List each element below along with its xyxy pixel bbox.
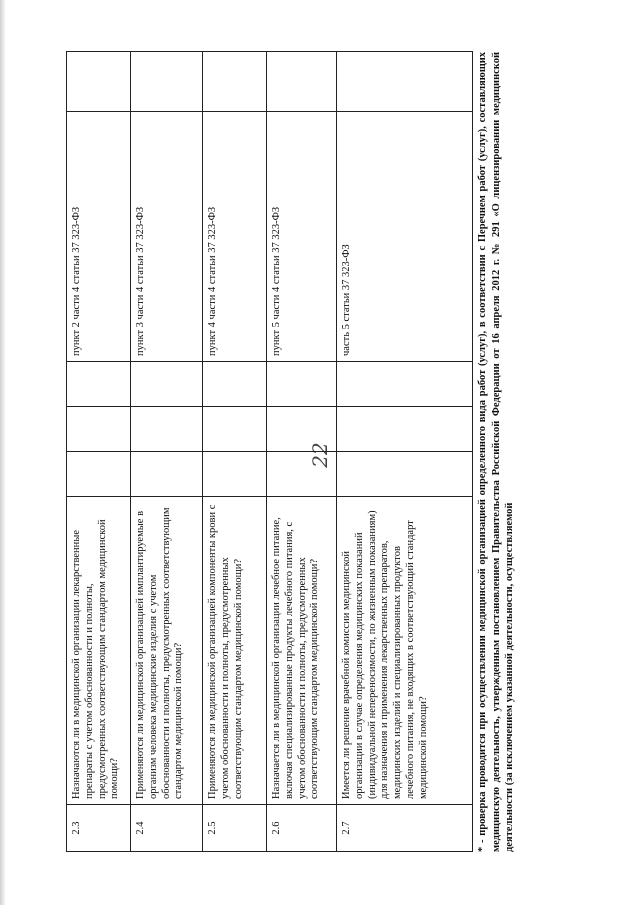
answer-yes-cell	[67, 452, 131, 497]
note-cell	[337, 52, 473, 112]
answer-no-cell	[203, 407, 267, 452]
row-number: 2.3	[67, 805, 131, 852]
answer-yes-cell	[267, 452, 337, 497]
row-reference: пункт 5 части 4 статьи 37 323-ФЗ	[267, 112, 337, 362]
checklist-table	[66, 51, 473, 852]
answer-no-cell	[267, 407, 337, 452]
row-reference: часть 5 статьи 37 323-ФЗ	[337, 112, 473, 362]
row-reference: пункт 4 части 4 статьи 37 323-ФЗ	[203, 112, 267, 362]
answer-yes-cell	[131, 452, 203, 497]
answer-no-cell	[337, 407, 473, 452]
answer-na-cell	[337, 362, 473, 407]
table-row	[203, 52, 267, 852]
row-number: 2.7	[337, 805, 473, 852]
answer-no-cell	[131, 407, 203, 452]
answer-na-cell	[203, 362, 267, 407]
row-reference: пункт 2 части 4 статьи 37 323-ФЗ	[67, 112, 131, 362]
note-cell	[267, 52, 337, 112]
row-question: Назначаются ли в медицинской организации лекарственные препараты с учетом обоснованности и полноты, предусмотренных соответствующим стандартом медицинской помощи?	[67, 497, 131, 805]
table-row	[131, 52, 203, 852]
note-cell	[203, 52, 267, 112]
note-cell	[131, 52, 203, 112]
row-question: Применяются ли медицинской организацией компоненты крови с учетом обоснованности и полноты, предусмотренных соответствующим стандартом медицинской помощи?	[203, 497, 267, 805]
scan-edge	[0, 0, 6, 905]
answer-na-cell	[131, 362, 203, 407]
note-cell	[67, 52, 131, 112]
row-question: Назначается ли в медицинской организации лечебное питание, включая специализированные продукты лечебного питания, с учетом обоснованности и полноты, предусмотренных соответствующим стандартом медицинской помощи?	[267, 497, 337, 805]
table-row	[267, 52, 337, 852]
row-reference: пункт 3 части 4 статьи 37 323-ФЗ	[131, 112, 203, 362]
footnote: * - проверка проводится при осуществлении медицинской организацией определенного вида работ (услуг), в соответствии с Перечнем работ (услуг), составляющих медицинскую деятельность, утвержденным постановлением Правительства Российской Федерации от 16 апреля 2012 г. № 291 «О лицензировании медицинской деятельности (за исключением указанной деятельности, осуществляемой	[477, 52, 516, 852]
answer-yes-cell	[337, 452, 473, 497]
table-row	[337, 52, 473, 852]
answer-yes-cell	[203, 452, 267, 497]
row-question: Применяются ли медицинской организацией имплантируемые в организм человека медицинские изделия с учетом обоснованности и полноты, предусмотренных соответствующим стандартом медицинской помощи?	[131, 497, 203, 805]
row-number: 2.5	[203, 805, 267, 852]
row-number: 2.4	[131, 805, 203, 852]
answer-no-cell	[67, 407, 131, 452]
row-question: Имеется ли решение врачебной комиссии медицинской организации в случае определения медицинских показаний (индивидуальной непереносимости, по жизненным показаниям) для назначения и применения лекарственных препаратов, медицинских изделий и специализированных продуктов лечебного питания, не входящих в соответствующий стандарт медицинской помощи?	[337, 497, 473, 805]
row-number: 2.6	[267, 805, 337, 852]
table-row	[67, 52, 131, 852]
rotated-page	[66, 52, 540, 852]
answer-na-cell	[267, 362, 337, 407]
handwritten-page-number: 22	[308, 442, 332, 468]
answer-na-cell	[67, 362, 131, 407]
